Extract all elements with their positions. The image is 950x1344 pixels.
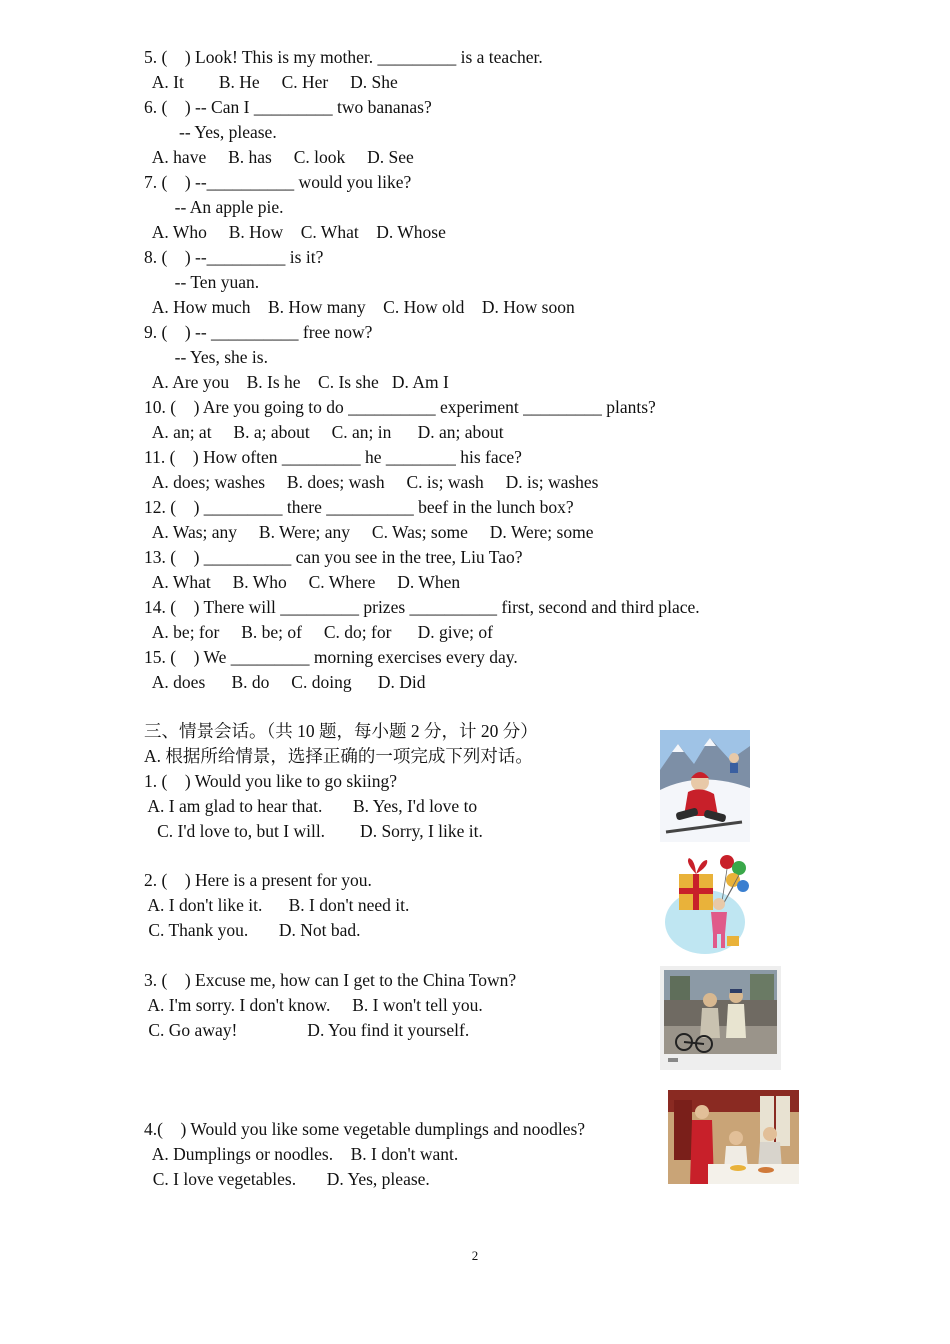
q6-line: 6. ( ) -- Can I _________ two bananas? — [144, 97, 432, 117]
q9-options: A. Are you B. Is he C. Is she D. Am I — [144, 372, 449, 392]
restaurant-dinner-photo — [668, 1090, 799, 1184]
q12-line: 12. ( ) _________ there __________ beef in the lunch box? — [144, 497, 574, 517]
q15-line: 15. ( ) We _________ morning exercises every day. — [144, 647, 518, 667]
q14-line: 14. ( ) There will _________ prizes __________ first, second and third place. — [144, 597, 700, 617]
s1-options-a: A. I am glad to hear that. B. Yes, I'd love to — [144, 796, 478, 816]
q9-answer: -- Yes, she is. — [144, 347, 268, 367]
q7-options: A. Who B. How C. What D. Whose — [144, 222, 446, 242]
s3-options-b: C. Go away! D. You find it yourself. — [144, 1020, 470, 1040]
section-instruction: A. 根据所给情景，选择正确的一项完成下列对话。 — [144, 746, 533, 766]
s3-line: 3. ( ) Excuse me, how can I get to the China Town? — [144, 970, 517, 990]
q6-options: A. have B. has C. look D. See — [144, 147, 414, 167]
page-number: 2 — [471, 1248, 479, 1263]
q10-line: 10. ( ) Are you going to do __________ experiment _________ plants? — [144, 397, 656, 417]
q8-options: A. How much B. How many C. How old D. How soon — [144, 297, 575, 317]
q11-line: 11. ( ) How often _________ he ________ his face? — [144, 447, 522, 467]
q15-options: A. does B. do C. doing D. Did — [144, 672, 426, 692]
s2-line: 2. ( ) Here is a present for you. — [144, 870, 372, 890]
s4-line: 4.( ) Would you like some vegetable dumplings and noodles? — [144, 1119, 586, 1139]
s1-line: 1. ( ) Would you like to go skiing? — [144, 771, 397, 791]
s4-options-b: C. I love vegetables. D. Yes, please. — [144, 1169, 430, 1189]
q7-line: 7. ( ) --__________ would you like? — [144, 172, 412, 192]
q5-options: A. It B. He C. Her D. She — [144, 72, 398, 92]
s2-options-a: A. I don't like it. B. I don't need it. — [144, 895, 410, 915]
q13-options: A. What B. Who C. Where D. When — [144, 572, 461, 592]
q7-answer: -- An apple pie. — [144, 197, 284, 217]
s4-options-a: A. Dumplings or noodles. B. I don't want. — [144, 1144, 459, 1164]
q8-answer: -- Ten yuan. — [144, 272, 260, 292]
present-balloons-illustration — [665, 852, 751, 956]
q12-options: A. Was; any B. Were; any C. Was; some D. Were; some — [144, 522, 594, 542]
q13-line: 13. ( ) __________ can you see in the tree, Liu Tao? — [144, 547, 523, 567]
q10-options: A. an; at B. a; about C. an; in D. an; about — [144, 422, 504, 442]
q8-line: 8. ( ) --_________ is it? — [144, 247, 324, 267]
s2-options-b: C. Thank you. D. Not bad. — [144, 920, 361, 940]
s3-options-a: A. I'm sorry. I don't know. B. I won't tell you. — [144, 995, 483, 1015]
q9-line: 9. ( ) -- __________ free now? — [144, 322, 373, 342]
q6-answer: -- Yes, please. — [144, 122, 277, 142]
q5-line: 5. ( ) Look! This is my mother. _________ is a teacher. — [144, 47, 543, 67]
s1-options-b: C. I'd love to, but I will. D. Sorry, I like it. — [144, 821, 483, 841]
asking-directions-photo — [660, 966, 781, 1070]
q14-options: A. be; for B. be; of C. do; for D. give; of — [144, 622, 493, 642]
skiing-illustration — [660, 730, 750, 842]
section-heading: 三、情景会话。（共 10 题，每小题 2 分，计 20 分） — [144, 721, 538, 741]
q11-options: A. does; washes B. does; wash C. is; wash D. is; washes — [144, 472, 599, 492]
